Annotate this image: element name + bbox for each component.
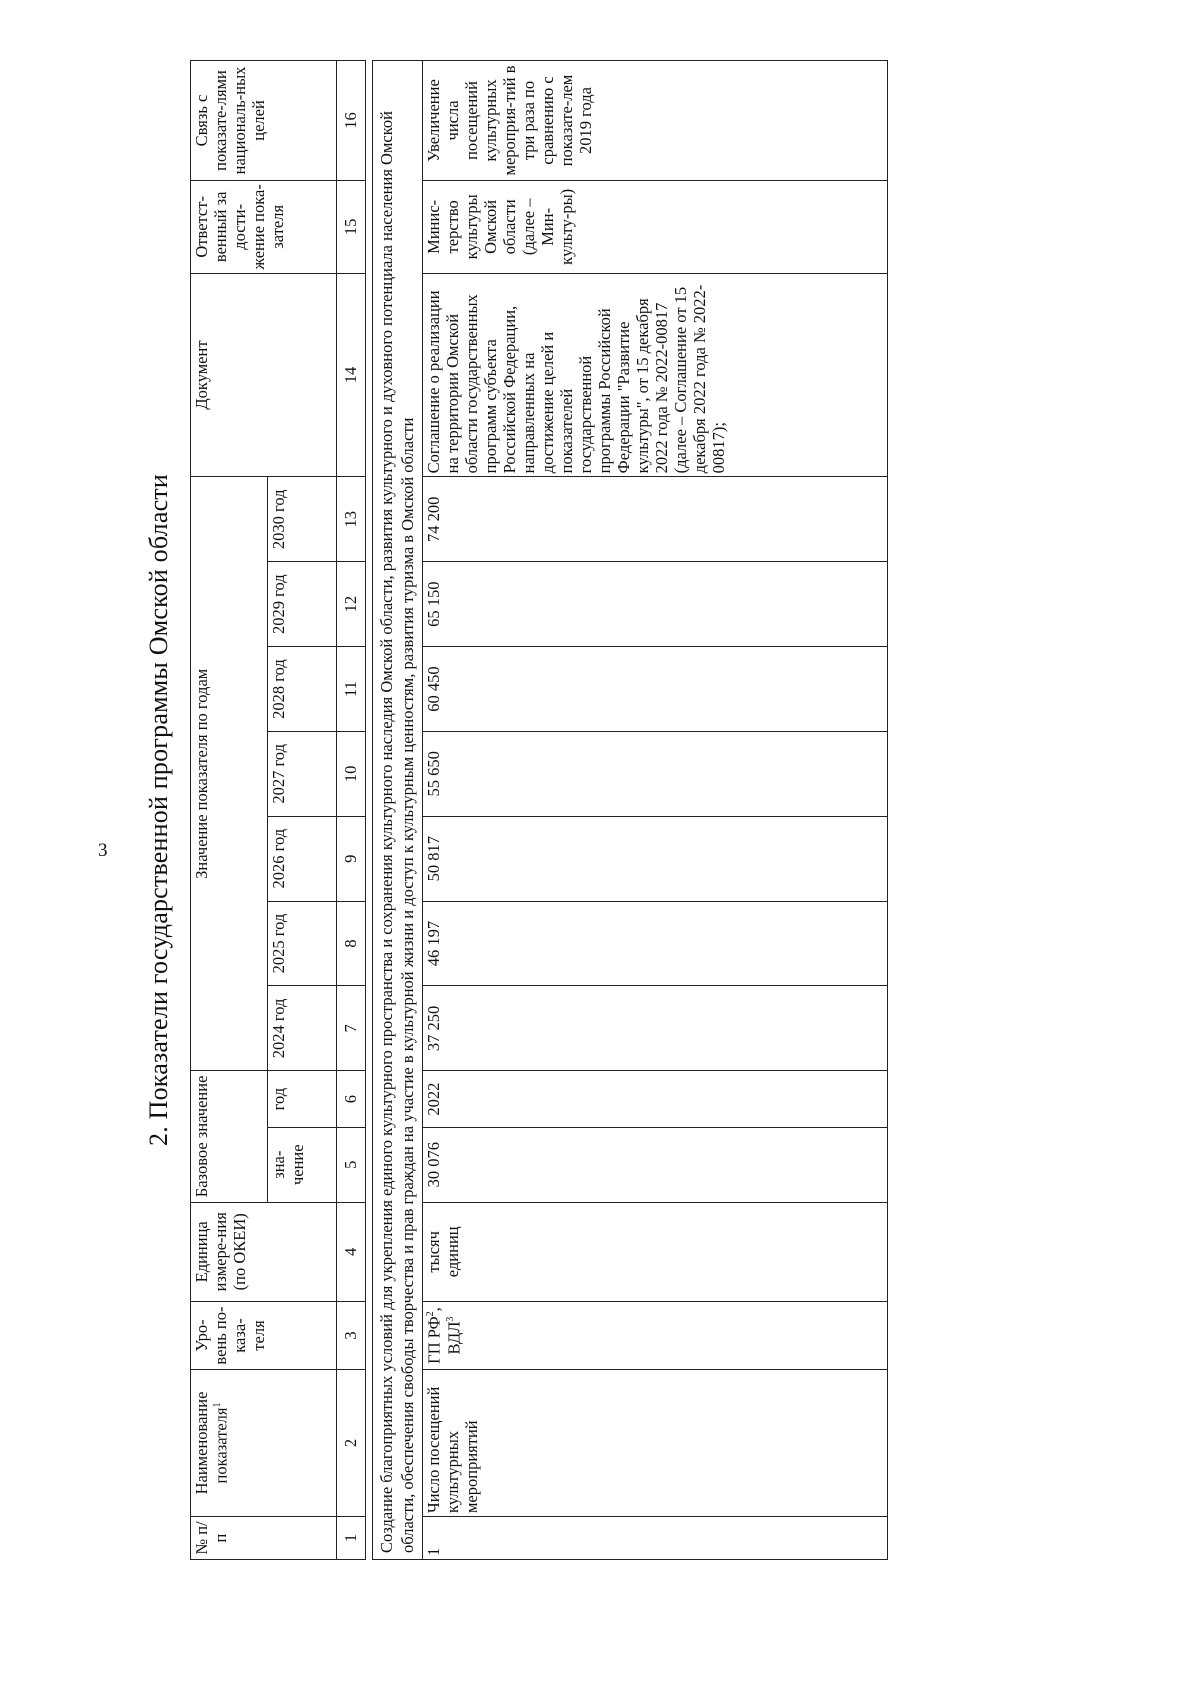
- section-title: 2. Показатели государственной программы Омской области: [144, 474, 173, 1146]
- col-header-year-2027: 2027 год: [268, 731, 337, 816]
- value-2030: 74 200: [423, 477, 888, 562]
- column-number: 4: [337, 1202, 366, 1302]
- column-number: 1: [337, 1517, 366, 1560]
- col-header-values-by-year: Значение показателя по годам: [191, 477, 268, 1071]
- goal-text: Создание благоприятных условий для укрепления единого культурного пространства и сохранения культурного наследия Омской области, развития культурного и духовного потенциала населения Омской области, обеспечения свободы творчества и прав граждан на участие в культурной жизни и доступ к культурным ценностям, развития туризма в Омской области: [373, 61, 423, 1560]
- column-number: 10: [337, 731, 366, 816]
- col-header-year-2029: 2029 год: [268, 562, 337, 647]
- col-header-year-2028: 2028 год: [268, 647, 337, 732]
- col-header-no: № п/п: [191, 1517, 337, 1560]
- column-number: 16: [337, 61, 366, 181]
- indicator-unit: тысяч единиц: [423, 1202, 888, 1302]
- value-2029: 65 150: [423, 562, 888, 647]
- col-header-responsible: Ответст-венный за дости-жение пока-зателя: [191, 180, 337, 273]
- column-number: 5: [337, 1127, 366, 1202]
- base-year: 2022: [423, 1071, 888, 1128]
- col-header-link: Связь с показате-лями националь-ных целей: [191, 61, 337, 181]
- col-header-year-2024: 2024 год: [268, 986, 337, 1071]
- indicator-name: Число посещений культурных мероприятий: [423, 1369, 888, 1516]
- indicator-level: ГП $РФ^2$, ВДЛ$^3$: [423, 1302, 888, 1370]
- column-numbers-row: [337, 61, 366, 1560]
- rotated-page-content: [120, 60, 1060, 1560]
- column-number: 15: [337, 180, 366, 273]
- column-number: 11: [337, 647, 366, 732]
- row-number: 1: [423, 1517, 888, 1560]
- column-number: 12: [337, 562, 366, 647]
- table-row: [423, 61, 888, 1560]
- page-number: 3: [98, 840, 108, 861]
- column-number: 6: [337, 1071, 366, 1128]
- column-number: 3: [337, 1302, 366, 1370]
- col-header-year-2026: 2026 год: [268, 816, 337, 901]
- value-2025: 46 197: [423, 901, 888, 986]
- column-number: 7: [337, 986, 366, 1071]
- column-number: 2: [337, 1369, 366, 1516]
- col-header-year-2025: 2025 год: [268, 901, 337, 986]
- responsible-cell: Минис-терство культуры Омской области (далее – Мин-культу-ры): [423, 180, 888, 273]
- value-2027: 55 650: [423, 731, 888, 816]
- indicators-table: [190, 60, 888, 1560]
- national-goal-link-cell: Увеличение числа посещений культурных мероприя-тий в три раза по сравнению с показате-лем 2019 года: [423, 61, 888, 181]
- goal-row: [373, 61, 423, 1560]
- column-number: 9: [337, 816, 366, 901]
- value-2026: 50 817: [423, 816, 888, 901]
- col-header-base-value: зна-чение: [268, 1127, 337, 1202]
- col-header-base-year: год: [268, 1071, 337, 1128]
- col-header-document: Документ: [191, 273, 337, 477]
- col-header-year-2030: 2030 год: [268, 477, 337, 562]
- column-number: 13: [337, 477, 366, 562]
- col-header-level: Уро-вень по-каза-теля: [191, 1302, 337, 1370]
- document-cell: Соглашение о реализации на территории Омской области государственных программ субъекта Российской Федерации, направленных на достижение целей и показателей государственной программы Российской Федерации "Развитие культуры", от 15 декабря 2022 года № 2022-00817 (далее – Соглашение от 15 декабря 2022 года № 2022-00817);: [423, 273, 888, 477]
- value-2028: 60 450: [423, 647, 888, 732]
- header-row-top: [191, 61, 268, 1560]
- col-header-base: Базовое значение: [191, 1071, 268, 1202]
- base-value: 30 076: [423, 1127, 888, 1202]
- col-header-unit: Единица измере-ния (по ОКЕИ): [191, 1202, 337, 1302]
- column-number: 14: [337, 273, 366, 477]
- column-number: 8: [337, 901, 366, 986]
- value-2024: 37 250: [423, 986, 888, 1071]
- col-header-name: Наименование показателя$^1$: [191, 1369, 337, 1516]
- separator-row: [366, 61, 373, 1560]
